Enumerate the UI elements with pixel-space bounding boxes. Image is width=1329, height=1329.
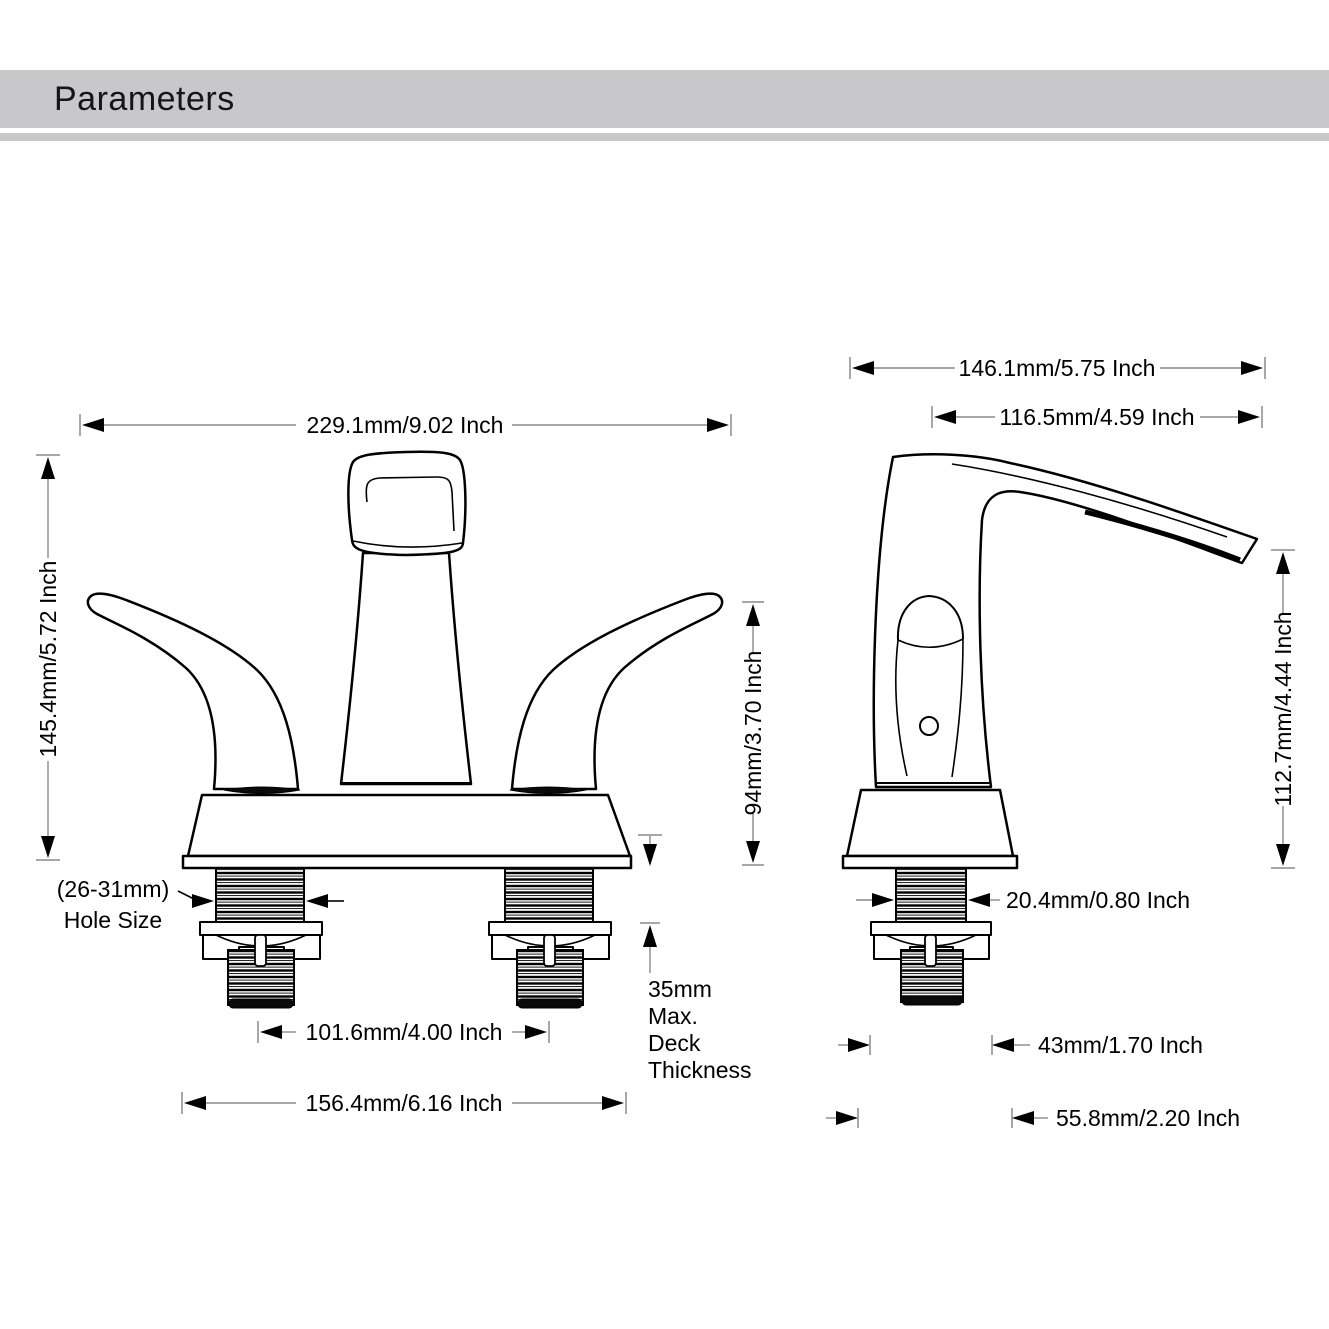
hole-size-line1: (26-31mm) bbox=[56, 876, 170, 902]
dim-side-base-depth bbox=[826, 1105, 1240, 1131]
side-shank bbox=[871, 868, 991, 1005]
deck-thickness-line1: 35mm bbox=[648, 976, 712, 1002]
side-body bbox=[874, 454, 1257, 787]
front-base-deck bbox=[188, 795, 630, 856]
front-left-handle-escutcheon bbox=[224, 787, 300, 794]
dim-front-handle-height bbox=[740, 602, 766, 865]
dim-front-base-width bbox=[182, 1090, 626, 1116]
dim-side-spout-reach-label: 116.5mm/4.59 Inch bbox=[999, 404, 1195, 430]
front-left-nut-pin bbox=[255, 935, 266, 966]
hole-size-line2: Hole Size bbox=[63, 907, 163, 933]
front-left-shank-end bbox=[229, 999, 293, 1008]
front-right-handle bbox=[512, 594, 722, 789]
front-right-shank bbox=[489, 868, 611, 1008]
side-shank-end bbox=[902, 996, 962, 1005]
front-right-nut-flange bbox=[489, 922, 611, 935]
dim-front-centers-label: 101.6mm/4.00 Inch bbox=[305, 1019, 503, 1045]
dim-side-spout-height bbox=[1270, 550, 1296, 868]
dim-side-shank-diameter-label: 20.4mm/0.80 Inch bbox=[1006, 887, 1191, 913]
side-base-deck bbox=[847, 790, 1013, 856]
side-handle-button bbox=[920, 717, 938, 735]
front-right-handle-escutcheon bbox=[510, 787, 586, 794]
side-shank-threads-upper bbox=[896, 868, 966, 922]
dim-front-overall-height-label: 145.4mm/5.72 Inch bbox=[35, 560, 61, 758]
front-left-handle bbox=[88, 594, 298, 789]
dim-side-spout-reach bbox=[932, 404, 1262, 430]
dim-side-base-depth-label: 55.8mm/2.20 Inch bbox=[1056, 1105, 1241, 1131]
front-spout-cap bbox=[348, 452, 465, 555]
dim-front-handle-height-label: 94mm/3.70 Inch bbox=[740, 650, 766, 816]
side-view bbox=[826, 355, 1296, 1131]
dim-deck-thickness bbox=[638, 835, 752, 1083]
front-right-shank-threads-upper bbox=[505, 868, 593, 922]
side-nut-pin bbox=[925, 935, 936, 966]
front-view bbox=[35, 412, 766, 1116]
front-left-nut-flange bbox=[200, 922, 322, 935]
front-right-shank-end bbox=[518, 999, 582, 1008]
deck-thickness-line4: Thickness bbox=[648, 1057, 752, 1083]
dim-front-overall-width bbox=[80, 412, 731, 438]
front-spout-column bbox=[341, 553, 471, 784]
dim-side-overall-depth bbox=[850, 355, 1265, 381]
front-left-shank-threads-upper bbox=[216, 868, 304, 922]
side-nut-flange bbox=[871, 922, 991, 935]
dim-side-overall-depth-label: 146.1mm/5.75 Inch bbox=[958, 355, 1156, 381]
side-base-plate bbox=[843, 856, 1017, 868]
dim-front-centers bbox=[258, 1019, 549, 1045]
page-title: Parameters bbox=[54, 79, 235, 118]
deck-thickness-line3: Deck bbox=[648, 1030, 701, 1056]
dim-front-overall-width-label: 229.1mm/9.02 Inch bbox=[306, 412, 504, 438]
dim-side-nut-width-label: 43mm/1.70 Inch bbox=[1038, 1032, 1203, 1058]
dim-side-spout-height-label: 112.7mm/4.44 Inch bbox=[1270, 611, 1296, 807]
dim-front-base-width-label: 156.4mm/6.16 Inch bbox=[305, 1090, 503, 1116]
dim-side-nut-width bbox=[838, 1032, 1203, 1058]
front-base-plate bbox=[183, 856, 631, 868]
dim-front-overall-height bbox=[35, 455, 61, 860]
deck-thickness-line2: Max. bbox=[648, 1003, 698, 1029]
front-left-shank bbox=[200, 868, 322, 1008]
front-right-nut-pin bbox=[544, 935, 555, 966]
